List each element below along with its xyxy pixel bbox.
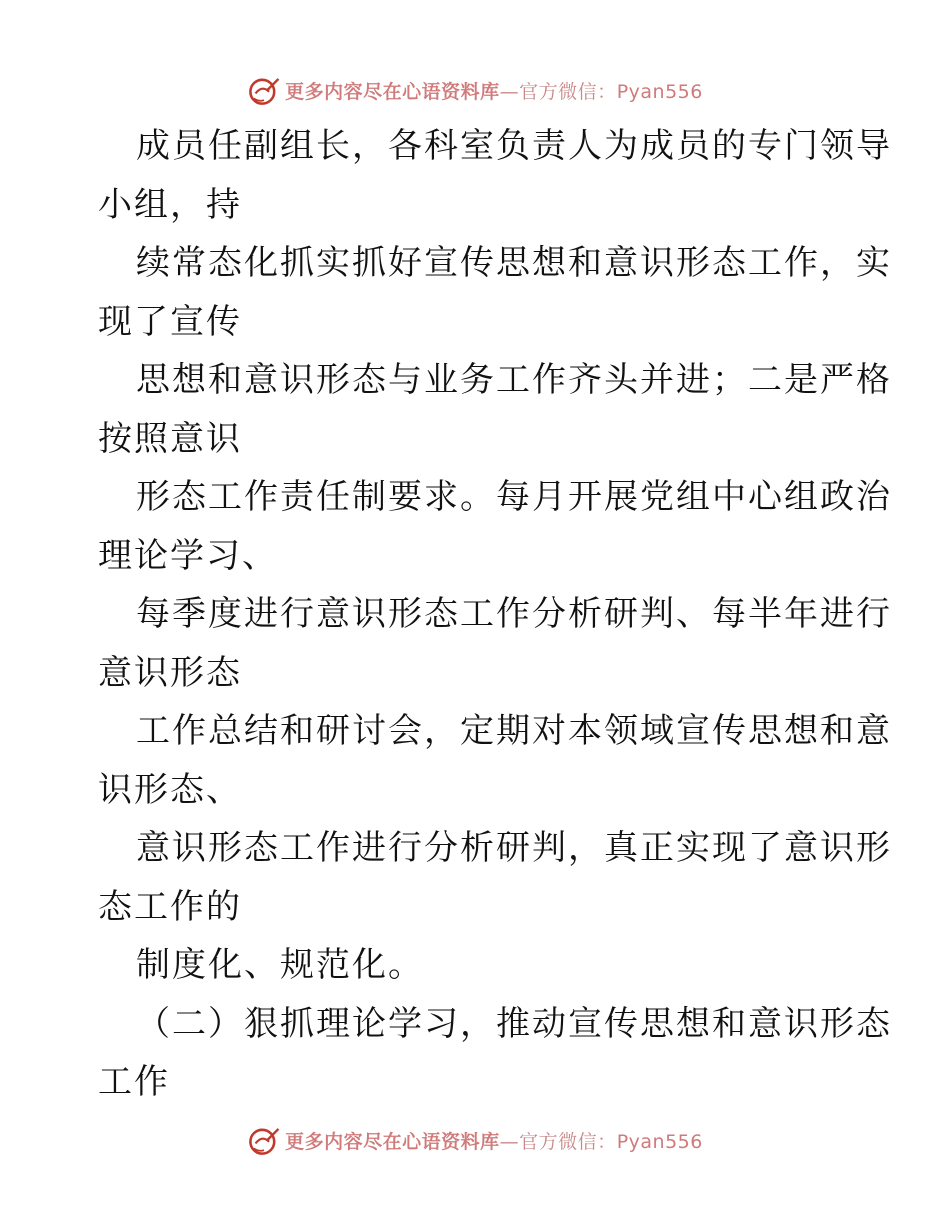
text-line: 形态工作责任制要求。每月开展党组中心组政治 <box>136 477 892 517</box>
text-line: 成员任副组长，各科室负责人为成员的专门领导 <box>136 126 892 166</box>
document-body <box>98 117 892 1112</box>
text-line: 意识形态工作进行分析研判，真正实现了意识形 <box>136 828 892 868</box>
text-line: 思想和意识形态与业务工作齐头并进；二是严格 <box>136 360 892 400</box>
footer-banner <box>0 1120 950 1160</box>
pen-logo-icon <box>247 73 281 107</box>
text-line: 态工作的 <box>98 886 242 927</box>
text-line: 理论学习、 <box>98 535 278 576</box>
banner-text: 更多内容尽在心语资料库—官方微信：Pyan556 <box>285 1130 703 1153</box>
text-line: 工作总结和研讨会，定期对本领域宣传思想和意 <box>136 711 892 751</box>
text-line: 小组，持 <box>98 184 242 225</box>
header-banner <box>0 70 950 110</box>
text-line: 现了宣传 <box>98 301 242 342</box>
text-line: 按照意识 <box>98 418 242 459</box>
text-line: （二）狠抓理论学习，推动宣传思想和意识形态 <box>136 1003 892 1044</box>
text-line: 工作 <box>98 1062 170 1102</box>
text-line: 识形态、 <box>98 769 242 810</box>
banner-text: 更多内容尽在心语资料库—官方微信：Pyan556 <box>285 80 703 103</box>
text-line: 每季度进行意识形态工作分析研判、每半年进行 <box>136 594 892 634</box>
pen-logo-icon <box>247 1123 281 1157</box>
text-line: 意识形态 <box>98 652 242 693</box>
text-line: 制度化、规范化。 <box>136 945 424 985</box>
text-line: 续常态化抓实抓好宣传思想和意识形态工作，实 <box>136 243 892 283</box>
